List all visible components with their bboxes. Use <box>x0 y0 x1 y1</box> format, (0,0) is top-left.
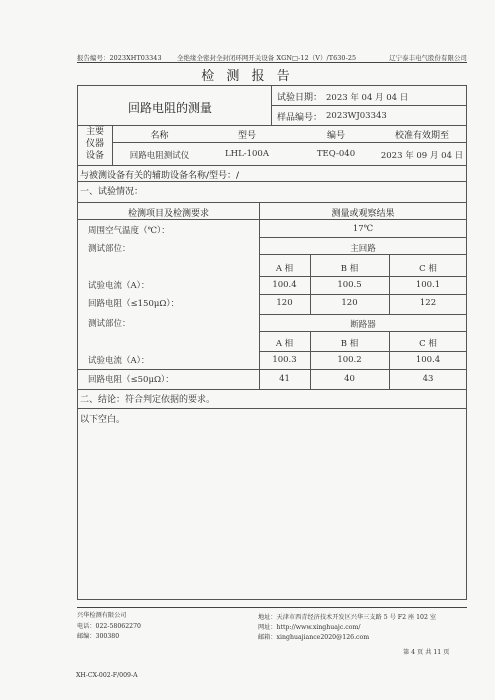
page-header <box>77 53 467 62</box>
results-head-left: 检测项目及检测要求 <box>127 209 209 219</box>
main-current-label: 试验电流（A）： <box>88 281 150 291</box>
conclusion <box>80 392 215 405</box>
aux-equipment: 与被测设备有关的辅助设备名称/型号：/ <box>80 171 240 181</box>
footer-phone: 电话：022-58062270 <box>77 623 141 630</box>
col-valid: 校准有效期至 <box>394 131 449 141</box>
cb-current-a: 100.3 <box>272 355 297 365</box>
phase-c: C 相 <box>419 264 437 274</box>
main-resistance-c: 122 <box>419 298 437 308</box>
main-current-b: 100.5 <box>337 280 362 290</box>
footer-address: 地址：天津市西青经济技术开发区兴华三支路 5 号 F2 座 102 室 <box>258 614 437 621</box>
device-name: 全绝缘全密封全封闭环网开关设备 XGN□-12（V）/T630-25 <box>177 54 357 62</box>
instrument-name: 回路电阻测试仪 <box>129 151 190 161</box>
col-name: 名称 <box>150 131 169 141</box>
page-number: 第 4 页 共 11 页 <box>403 649 450 656</box>
footer-email: 邮箱：xinghuajiance2020@126.com <box>258 634 370 641</box>
footer-post: 邮编：300380 <box>77 633 120 640</box>
form-number: XH-CX-002-F/009-A <box>76 672 138 679</box>
phase-b: B 相 <box>340 264 359 274</box>
cb-phase-a: A 相 <box>275 339 294 349</box>
test-date: 2023 年 04 月 04 日 <box>326 93 409 103</box>
col-code: 编号 <box>326 131 345 141</box>
sample-number: 2023WJ03343 <box>326 111 387 121</box>
company-name: 辽宁泰丰电气股份有限公司 <box>389 54 467 62</box>
cb-phase-b: B 相 <box>340 339 359 349</box>
col-model: 型号 <box>237 131 256 141</box>
conclusion-label: 二、结论： <box>80 395 126 405</box>
test-name: 回路电阻的测量 <box>128 101 213 115</box>
test-part-breaker: 断路器 <box>350 320 376 330</box>
sample-number-label: 样品编号： <box>277 113 323 123</box>
main-resistance-a: 120 <box>276 298 293 308</box>
test-date-label: 试验日期： <box>277 93 323 103</box>
blank-note: 以下空白。 <box>80 415 126 425</box>
cb-resistance-label: 回路电阻（≤50μΩ）： <box>88 375 174 385</box>
header-rule <box>77 62 467 63</box>
report-table <box>77 85 467 600</box>
cb-current-c: 100.4 <box>415 355 441 365</box>
main-current-c: 100.1 <box>415 280 441 290</box>
instrument-valid-date: 2023 年 09 月 04 日 <box>380 151 464 161</box>
instrument-side-label: 主要 仪器 设备 <box>85 127 104 161</box>
cb-current-label: 试验电流（A）： <box>88 356 150 366</box>
instrument-code: TEQ-040 <box>316 149 356 159</box>
test-part-label: 测试部位： <box>88 244 131 254</box>
main-resistance-label: 回路电阻（≤150μΩ）： <box>88 299 180 309</box>
test-part-label-2: 测试部位： <box>88 319 131 329</box>
conclusion-text: 符合判定依据的要求。 <box>125 395 216 405</box>
instrument-model: LHL-100A <box>225 149 269 159</box>
footer-rule <box>77 607 467 608</box>
cb-resistance-a: 41 <box>279 374 290 384</box>
ambient-temp-value: 17℃ <box>352 224 374 234</box>
results-head-right: 测量或观察结果 <box>331 209 395 219</box>
phase-a: A 相 <box>275 264 294 274</box>
cb-resistance-b: 40 <box>344 374 355 384</box>
cb-phase-c: C 相 <box>419 339 437 349</box>
main-current-a: 100.4 <box>272 280 297 290</box>
document-title: 检 测 报 告 <box>201 69 294 84</box>
test-part-main-circuit: 主回路 <box>350 244 376 254</box>
footer-org: 兴华检测有限公司 <box>77 612 127 619</box>
footer-web: 网址：http://www.xinghuajc.com/ <box>258 624 361 631</box>
report-number: 报告编号：2023XHT03343 <box>77 54 162 62</box>
cb-resistance-c: 43 <box>422 374 434 384</box>
cb-current-b: 100.2 <box>337 355 362 365</box>
section-test-conditions: 一、试验情况： <box>80 187 144 197</box>
main-resistance-b: 120 <box>341 298 358 308</box>
ambient-temp-label: 周围空气温度（℃）： <box>88 226 170 236</box>
